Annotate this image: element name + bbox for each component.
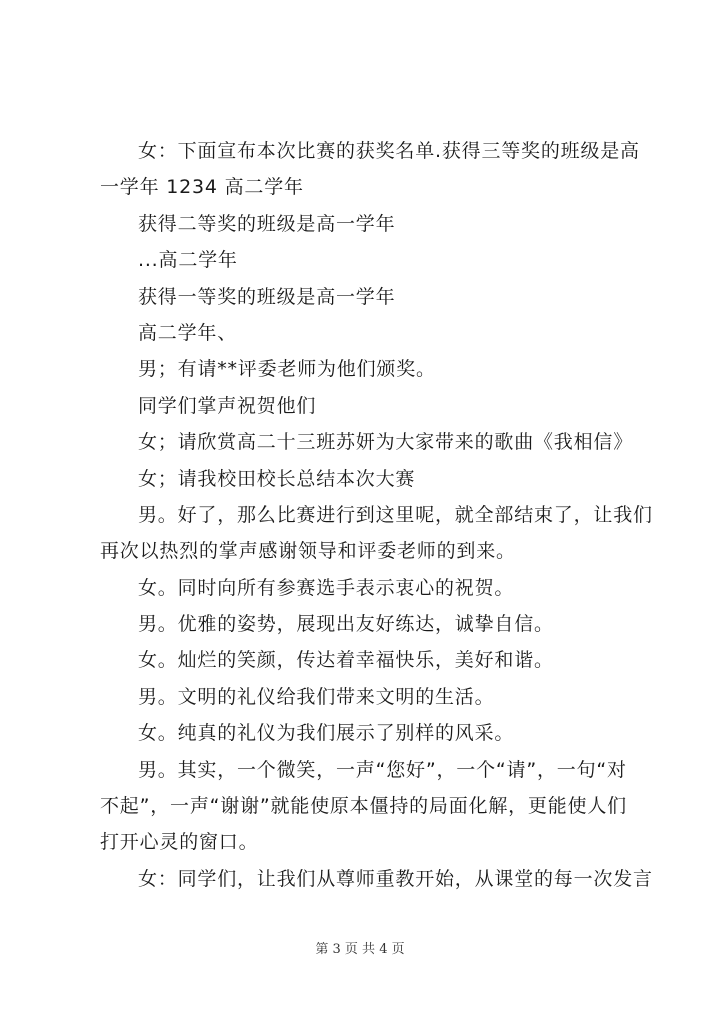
text-line: 再次以热烈的掌声感谢领导和评委老师的到来。 (100, 540, 516, 563)
text-line: 不起”，一声“谢谢”就能使原本僵持的局面化解，更能使人们 (100, 795, 627, 818)
text-line: 获得一等奖的班级是高一学年 (138, 285, 396, 308)
text-line: 男；有请**评委老师为他们颁奖。 (138, 358, 436, 381)
text-line: 女：下面宣布本次比赛的获奖名单.获得三等奖的班级是高 (138, 140, 640, 162)
text-line: 女。纯真的礼仪为我们展示了别样的风采。 (138, 722, 515, 745)
page-number-label: 第 3 页 共 4 页 (315, 942, 405, 957)
document-body (100, 133, 653, 897)
text-line: 男。好了，那么比赛进行到这里呢，就全部结束了，让我们 (138, 503, 653, 526)
text-line: 女：同学们，让我们从尊师重教开始，从课堂的每一次发言 (138, 867, 653, 890)
text-line: 女。同时向所有参赛选手表示衷心的祝贺。 (138, 576, 515, 599)
page-footer (0, 938, 720, 957)
text-line: 男。其实，一个微笑，一声“您好”，一个“请”，一句“对 (138, 758, 627, 781)
text-line: 一学年 1234 高二学年 (100, 176, 304, 199)
text-line: 获得二等奖的班级是高一学年 (138, 212, 396, 235)
text-line: 男。文明的礼仪给我们带来文明的生活。 (138, 685, 495, 708)
text-line: 打开心灵的窗口。 (100, 831, 259, 854)
text-line: 同学们掌声祝贺他们 (138, 394, 317, 417)
text-line: 女。灿烂的笑颜，传达着幸福快乐，美好和谐。 (138, 649, 554, 672)
text-line: ...高二学年 (138, 249, 238, 272)
text-line: 男。优雅的姿势，展现出友好练达，诚挚自信。 (138, 613, 554, 636)
text-line: 女；请我校田校长总结本次大赛 (138, 467, 416, 490)
text-line: 高二学年、 (138, 321, 238, 344)
text-line: 女；请欣赏高二十三班苏妍为大家带来的歌曲《我相信》 (138, 431, 634, 454)
